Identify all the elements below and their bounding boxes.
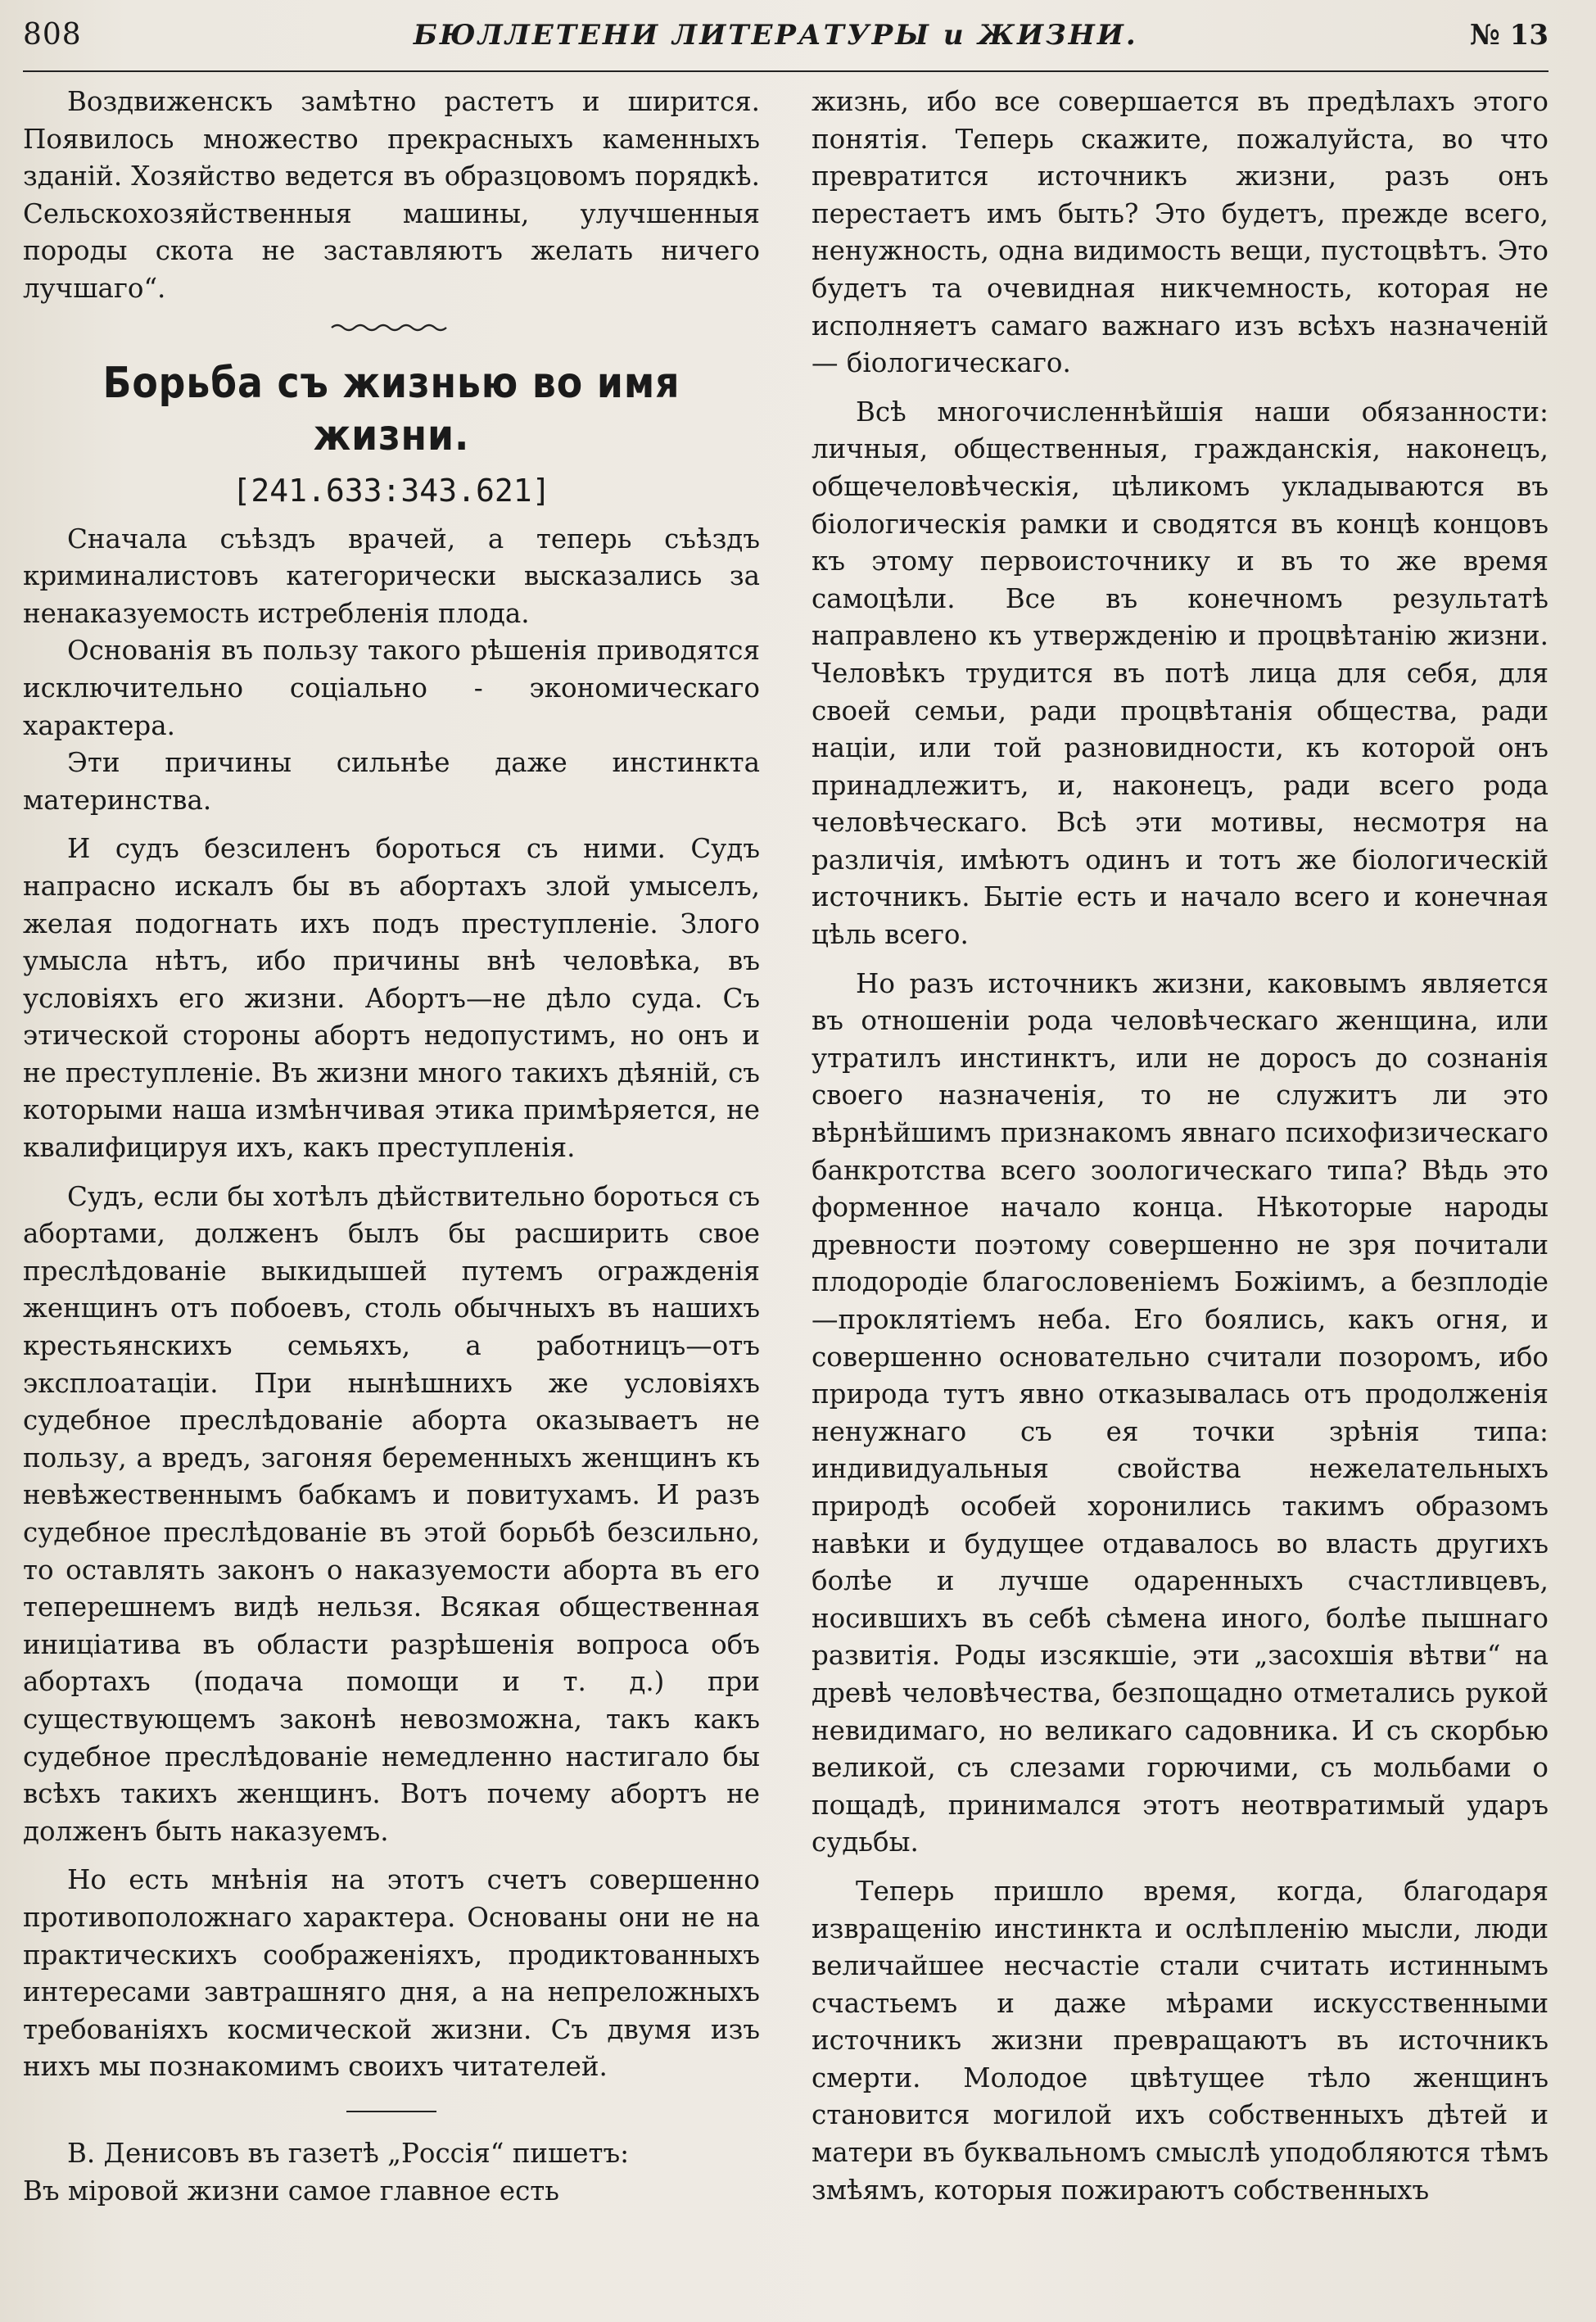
article-paragraph: И судъ безсиленъ бороться съ ними. Судъ напрасно искалъ бы въ абортахъ злой умыселъ, желая подогнать ихъ подъ преступленіе. Злого умысла нѣтъ, ибо причины внѣ человѣка, въ условіяхъ его жизни. Абортъ—не дѣло суда. Съ этической стороны абортъ недопустимъ, но онъ и не преступленіе. Въ жизни много такихъ дѣяній, съ которыми наша измѣнчивая этика примѣряется, не квалифицируя ихъ, какъ преступленія.: [23, 833, 760, 1164]
source-attribution: В. Денисовъ въ газетѣ „Россія“ пишетъ:: [67, 2137, 630, 2169]
article-title: Борьба съ жизнью во имя жизни.: [102, 358, 680, 460]
article-paragraph: Сначала съѣздъ врачей, а теперь съѣздъ криминалистовъ категорически высказались за ненаказуемость истребленія плода.: [23, 523, 760, 629]
article-paragraph: Эти причины сильнѣе даже инстинкта материнства.: [23, 747, 760, 816]
header-rule: [23, 70, 1549, 72]
quote-paragraph: Теперь пришло время, когда, благодаря извращенію инстинкта и ослѣпленію мысли, люди величайшее несчастіе стали считать истиннымъ счастьемъ и даже мѣрами искусственными источникъ жизни превращаютъ въ источникъ смерти. Молодое цвѣтущее тѣло женщинъ становится могилой ихъ собственныхъ дѣтей и матери въ буквальномъ смыслѣ уподобляются тѣмъ змѣямъ, которыя пожираютъ собственныхъ: [812, 1875, 1549, 2206]
two-column-body: [23, 84, 1549, 2210]
left-column: [23, 84, 760, 2210]
article-paragraph: Но есть мнѣнія на этотъ счетъ совершенно противоположнаго характера. Основаны они не на практическихъ соображеніяхъ, продиктованныхъ интересами завтрашняго дня, а на непреложныхъ требованіяхъ космической жизни. Съ двумя изъ нихъ мы познакомимъ своихъ читателей.: [23, 1864, 760, 2083]
section-divider: [346, 2111, 436, 2112]
article-paragraph: Основанія въ пользу такого рѣшенія приводятся исключительно соціально - экономическаго характера.: [23, 635, 760, 741]
quote-paragraph: жизнь, ибо все совершается въ предѣлахъ этого понятія. Теперь скажите, пожалуйста, во что превратится источникъ жизни, разъ онъ перестаетъ имъ быть? Это будетъ, прежде всего, ненужность, одна видимость вещи, пустоцвѣтъ. Это будетъ та очевидная никчемность, которая не исполняетъ самаго важнаго изъ всѣхъ назначеній — біологическаго.: [812, 86, 1549, 379]
issue-number: № 13: [1469, 19, 1549, 52]
page-header: [23, 18, 1549, 67]
udc-classification: [241.633:343.621]: [232, 472, 551, 509]
quote-paragraph: Но разъ источникъ жизни, каковымъ является въ отношеніи рода человѣческаго женщина, или утратилъ инстинктъ, или не доросъ до сознанія своего назначенія, то не служитъ ли это вѣрнѣйшимъ признакомъ явнаго психофизическаго банкротства всего зоологическаго типа? Вѣдь это форменное начало конца. Нѣкоторые народы древности поэтому совершенно не зря почитали плодородіе благословеніемъ Божіимъ, а безплодіе—проклятіемъ неба. Его боялись, какъ огня, и совершенно основательно считали позоромъ, ибо природа тутъ явно отказывалась отъ продолженія ненужнаго съ ея точки зрѣнія типа: индивидуальныя свойства нежелательныхъ природѣ особей хоронились такимъ образомъ навѣки и будущее отдавалось во власть другихъ болѣе и лучше одаренныхъ счастливцевъ, носившихъ въ себѣ сѣмена иного, болѣе пышнаго развитія. Роды изсякшіе, эти „засохшія вѣтви“ на древѣ человѣчества, безпощадно отметались рукой невидимаго, но великаго садовника. И съ скорбью великой, съ слезами горючими, съ мольбами о пощадѣ, принимался этотъ неотвратимый ударъ судьбы.: [812, 967, 1549, 1858]
intro-paragraph: Воздвиженскъ замѣтно растетъ и ширится. Появилось множество прекрасныхъ каменныхъ зданій. Хозяйство ведется въ образцовомъ порядкѣ. Сельскохозяйственныя машины, улучшенныя породы скота не заставляютъ желать ничего лучшаго“.: [23, 86, 760, 304]
right-column: [812, 84, 1549, 2210]
journal-title: БЮЛЛЕТЕНИ ЛИТЕРАТУРЫ и ЖИЗНИ.: [413, 19, 1138, 52]
quote-start: Въ міровой жизни самое главное есть: [23, 2175, 559, 2207]
quote-paragraph: Всѣ многочисленнѣйшія наши обязанности: личныя, общественныя, гражданскія, наконецъ, общечеловѣческія, цѣликомъ укладываются въ біологическія рамки и сводятся въ концѣ концовъ къ этому первоисточнику и въ то же время самоцѣли. Все въ конечномъ результатѣ направлено къ утвержденію и процвѣтанію жизни. Человѣкъ трудится въ потѣ лица для себя, для своей семьи, ради процвѣтанія общества, ради націи, или той разновидности, къ которой онъ принадлежитъ, и, наконецъ, ради всего рода человѣческаго. Всѣ эти мотивы, несмотря на различія, имѣютъ одинъ и тотъ же біологическій источникъ. Бытіе есть и начало всего и конечная цѣль всего.: [812, 396, 1549, 951]
article-paragraph: Судъ, если бы хотѣлъ дѣйствительно бороться съ абортами, долженъ былъ бы расширить свое преслѣдованіе выкидышей путемъ огражденія женщинъ отъ побоевъ, столь обычныхъ въ нашихъ крестьянскихъ семьяхъ, а работницъ—отъ эксплоатаціи. При нынѣшнихъ же условіяхъ судебное преслѣдованіе аборта оказываетъ не пользу, а вредъ, загоняя беременныхъ женщинъ къ невѣжественнымъ бабкамъ и повитухамъ. И разъ судебное преслѣдованіе въ этой борьбѣ безсильно, то оставлять законъ о наказуемости аборта въ его теперешнемъ видѣ нельзя. Всякая общественная иниціатива въ области разрѣшенія вопроса объ абортахъ (подача помощи и т. д.) при существующемъ законѣ невозможна, такъ какъ судебное преслѣдованіе немедленно настигало бы всѣхъ такихъ женщинъ. Вотъ почему абортъ не долженъ быть наказуемъ.: [23, 1180, 760, 1847]
wavy-separator: [330, 321, 453, 334]
page-number: 808: [23, 18, 82, 52]
